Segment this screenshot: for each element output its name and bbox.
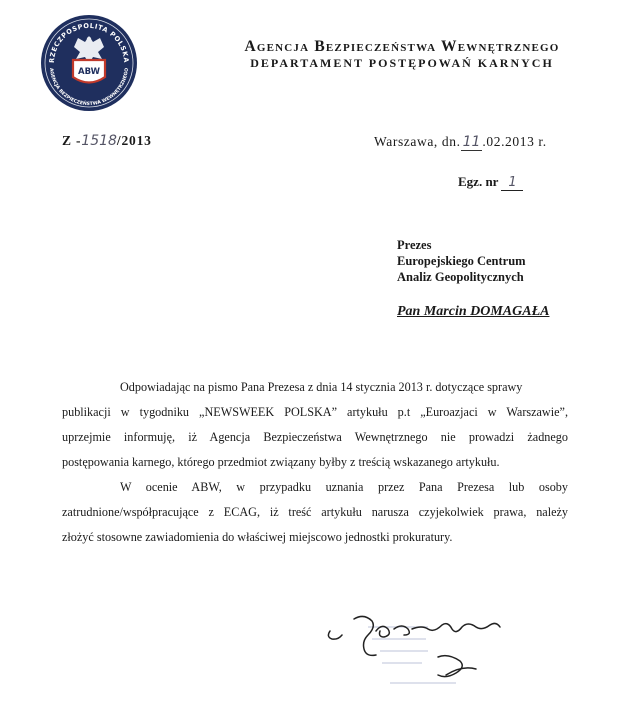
department-name: DEPARTAMENT POSTĘPOWAŃ KARNYCH	[250, 56, 554, 70]
addressee-line: Europejskiego Centrum	[397, 254, 526, 268]
handwritten-day: 11	[462, 134, 481, 150]
copy-number	[458, 174, 523, 191]
seal-bottom-text: AGENCJA BEZPIECZEŃSTWA WEWNĘTRZNEGO	[48, 67, 130, 108]
copy-handwritten-value: 1	[501, 175, 523, 191]
place-prefix: Warszawa, dn.	[374, 134, 461, 149]
addressee-line: Prezes	[397, 238, 432, 252]
reference-number	[62, 133, 152, 149]
abw-seal	[40, 14, 138, 112]
signature	[320, 605, 550, 705]
body-line: postępowania karnego, którego przedmiot związany byłby z treścią wskazanego artykułu.	[62, 455, 500, 469]
date-suffix: .02.2013 r.	[482, 134, 547, 149]
body-line: Odpowiadając na pismo Pana Prezesa z dnia 14 stycznia 2013 r. dotyczące sprawy	[120, 380, 523, 394]
reference-prefix: Z -	[62, 133, 82, 148]
eagle-emblem-icon	[40, 14, 138, 112]
body-line: uprzejmie informuję, iż Agencja Bezpieczeństwa Wewnętrznego nie prowadzi żadnego	[62, 430, 568, 444]
addressee-name: Pan Marcin DOMAGAŁA	[397, 304, 550, 319]
copy-label: Egz. nr	[458, 174, 499, 189]
reference-handwritten-number: 1518	[81, 133, 117, 149]
signature-icon	[320, 605, 550, 700]
seal-top-text: RZECZPOSPOLITA POLSKA	[47, 21, 131, 64]
body-line: złożyć stosowne zawiadomienia do właściwej miejscowo jednostki prokuratury.	[62, 530, 453, 544]
agency-name: Agencja Bezpieczeństwa Wewnętrznego	[244, 38, 560, 55]
addressee-line: Analiz Geopolitycznych	[397, 270, 524, 284]
seal-shield-label: ABW	[78, 67, 100, 77]
body-line: zatrudnione/współpracujące z ECAG, iż treść artykułu narusza czyjekolwiek prawa, należy	[62, 505, 568, 519]
place-date	[374, 134, 547, 150]
body-line: publikacji w tygodniku „NEWSWEEK POLSKA” artykułu p.t „Euroazjaci w Warszawie”,	[62, 405, 568, 419]
reference-year: /2013	[116, 133, 152, 148]
body-line: W ocenie ABW, w przypadku uznania przez Pana Prezesa lub osoby	[120, 480, 568, 494]
